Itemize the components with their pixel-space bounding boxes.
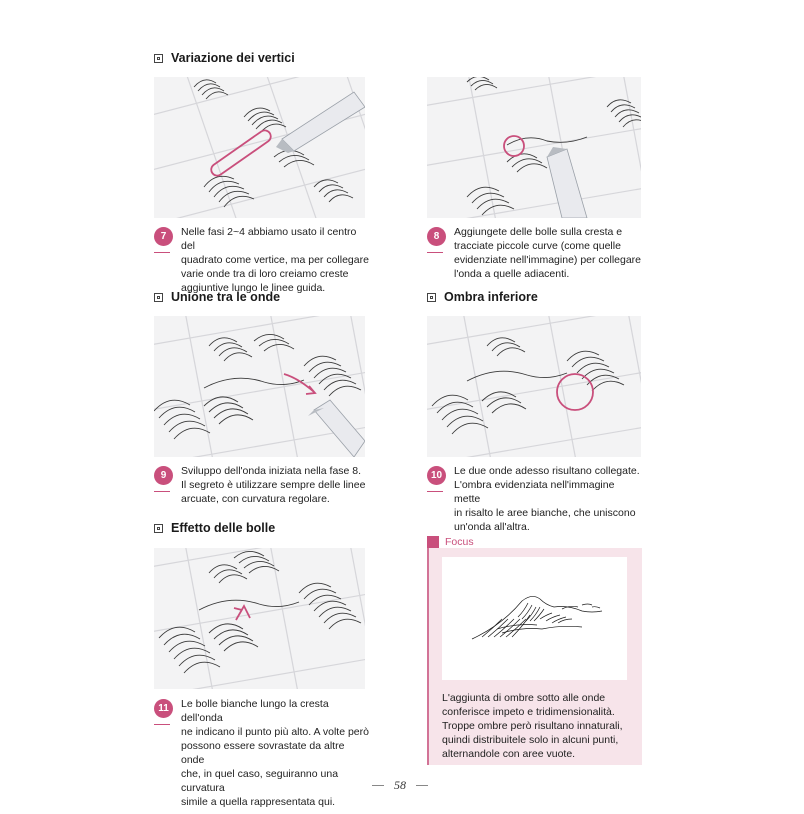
- text-line: evidenziate nell'immagine) per collegare: [454, 254, 642, 266]
- focus-box: [427, 548, 642, 765]
- step-9: [154, 464, 369, 506]
- focus-illustration: [442, 557, 627, 680]
- text-line: L'aggiunta di ombre sotto alle onde: [442, 692, 606, 704]
- step-text: [181, 697, 369, 809]
- dash-decoration: [372, 785, 384, 786]
- section-heading-ombra: [427, 290, 538, 304]
- text-line: L'ombra evidenziata nell'immagine mette: [454, 479, 615, 505]
- step-9-photo: [154, 316, 365, 457]
- page-number-text: 58: [394, 778, 406, 792]
- step-7: [154, 225, 369, 295]
- text-line: Nelle fasi 2~4 abbiamo usato il centro del: [181, 226, 357, 252]
- section-title: Effetto delle bolle: [171, 521, 276, 535]
- text-line: ne indicano il punto più alto. A volte però: [181, 726, 369, 738]
- text-line: in risalto le aree bianche, che uniscono: [454, 507, 636, 519]
- step-text: [181, 464, 365, 506]
- step-number-badge: 10: [427, 466, 446, 485]
- section-title: Variazione dei vertici: [171, 51, 295, 65]
- step-text: [181, 225, 369, 295]
- text-line: tracciate piccole curve (come quelle: [454, 240, 621, 252]
- step-8: [427, 225, 642, 281]
- text-line: alternandole con aree vuote.: [442, 748, 576, 760]
- page-number: [372, 778, 428, 793]
- step-number-badge: 8: [427, 227, 446, 246]
- square-bullet-icon: [154, 524, 163, 533]
- text-line: l'onda a quelle adiacenti.: [454, 268, 570, 280]
- section-heading-bolle: [154, 521, 275, 535]
- dash-decoration: [416, 785, 428, 786]
- step-text: [454, 225, 641, 281]
- square-bullet-icon: [154, 54, 163, 63]
- text-line: Il segreto è utilizzare sempre delle linee: [181, 479, 366, 491]
- step-number-badge: 7: [154, 227, 173, 246]
- step-11: [154, 697, 369, 809]
- section-title: Ombra inferiore: [444, 290, 538, 304]
- text-line: quadrato come vertice, ma per collegare: [181, 254, 369, 266]
- text-line: Le bolle bianche lungo la cresta dell'onda: [181, 698, 329, 724]
- text-line: un'onda all'altra.: [454, 521, 530, 533]
- focus-label: Focus: [445, 536, 474, 548]
- text-line: che, in quel caso, seguiranno una curvatura: [181, 768, 339, 794]
- text-line: simile a quella rappresentata qui.: [181, 796, 336, 808]
- step-number-badge: 9: [154, 466, 173, 485]
- text-line: varie onde tra di loro creiamo creste: [181, 268, 349, 280]
- text-line: aggiuntive lungo le linee guida.: [181, 282, 326, 294]
- step-11-photo: [154, 548, 365, 689]
- text-line: possono essere sovrastate da altre onde: [181, 740, 345, 766]
- section-heading-vertici: [154, 51, 295, 65]
- text-line: Le due onde adesso risultano collegate.: [454, 465, 640, 477]
- text-line: Sviluppo dell'onda iniziata nella fase 8.: [181, 465, 362, 477]
- step-10-photo: [427, 316, 641, 457]
- square-bullet-icon: [427, 293, 436, 302]
- text-line: quindi distribuitele solo in alcuni punti,: [442, 734, 619, 746]
- section-title: Unione tra le onde: [171, 290, 281, 304]
- focus-text: [442, 691, 637, 761]
- text-line: conferisce impeto e tridimensionalità.: [442, 706, 615, 718]
- text-line: Troppe ombre però risultano innaturali,: [442, 720, 623, 732]
- focus-square-icon: [427, 536, 439, 548]
- step-8-photo: [427, 77, 641, 218]
- step-7-photo: [154, 77, 365, 218]
- text-line: Aggiungete delle bolle sulla cresta e: [454, 226, 623, 238]
- step-10: [427, 464, 642, 534]
- text-line: arcuate, con curvatura regolare.: [181, 493, 330, 505]
- step-number-badge: 11: [154, 699, 173, 718]
- step-text: [454, 464, 642, 534]
